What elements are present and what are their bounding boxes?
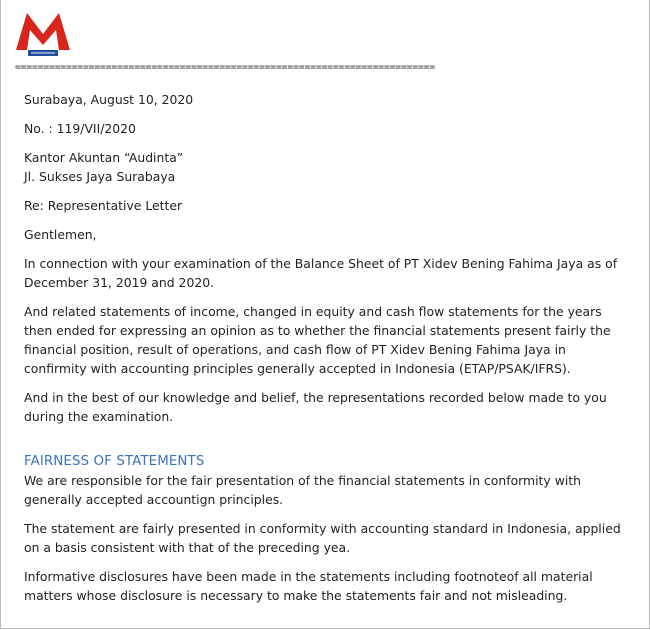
paragraph-representations: And in the best of our knowledge and belief, the representations recorded below made to you during the examination. (24, 390, 607, 424)
addressee-address: Jl. Sukses Jaya Surabaya (24, 169, 176, 184)
letter-salutation: Gentlemen, (24, 227, 97, 242)
letter-body (24, 90, 632, 615)
letter-number: No. : 119/VII/2020 (24, 121, 136, 136)
header-divider: ========================================================================== (15, 62, 436, 73)
logo-m-icon (15, 10, 71, 58)
company-logo (15, 10, 71, 58)
paragraph-related-statements: And related statements of income, changed in equity and cash flow statements for the years then ended for expressing an opinion as to whether the financial statements present fairly the financial position, result of operations, and cash flow of PT Xidev Bening Fahima Jaya in confirmity with accounting principles generally accepted in Indonesia (ETAP/PSAK/IFRS). (24, 304, 611, 376)
paragraph-responsibility: We are responsible for the fair presentation of the financial statements in conformity with generally accepted accountign principles. (24, 473, 581, 507)
paragraph-disclosures: Informative disclosures have been made in the statements including footnoteof all material matters whose disclosure is necessary to make the statements fair and not misleading. (24, 569, 593, 603)
letter-subject: Re: Representative Letter (24, 198, 183, 213)
addressee-name: Kantor Akuntan “Audinta” (24, 150, 184, 165)
paragraph-examination: In connection with your examination of the Balance Sheet of PT Xidev Bening Fahima Jaya as of December 31, 2019 and 2020. (24, 256, 618, 290)
section-heading: FAIRNESS OF STATEMENTS (24, 454, 205, 469)
letter-date: Surabaya, August 10, 2020 (24, 92, 194, 107)
paragraph-fair-presentation: The statement are fairly presented in conformity with accounting standard in Indonesia, applied on a basis consistent with that of the preceding yea. (24, 521, 621, 555)
